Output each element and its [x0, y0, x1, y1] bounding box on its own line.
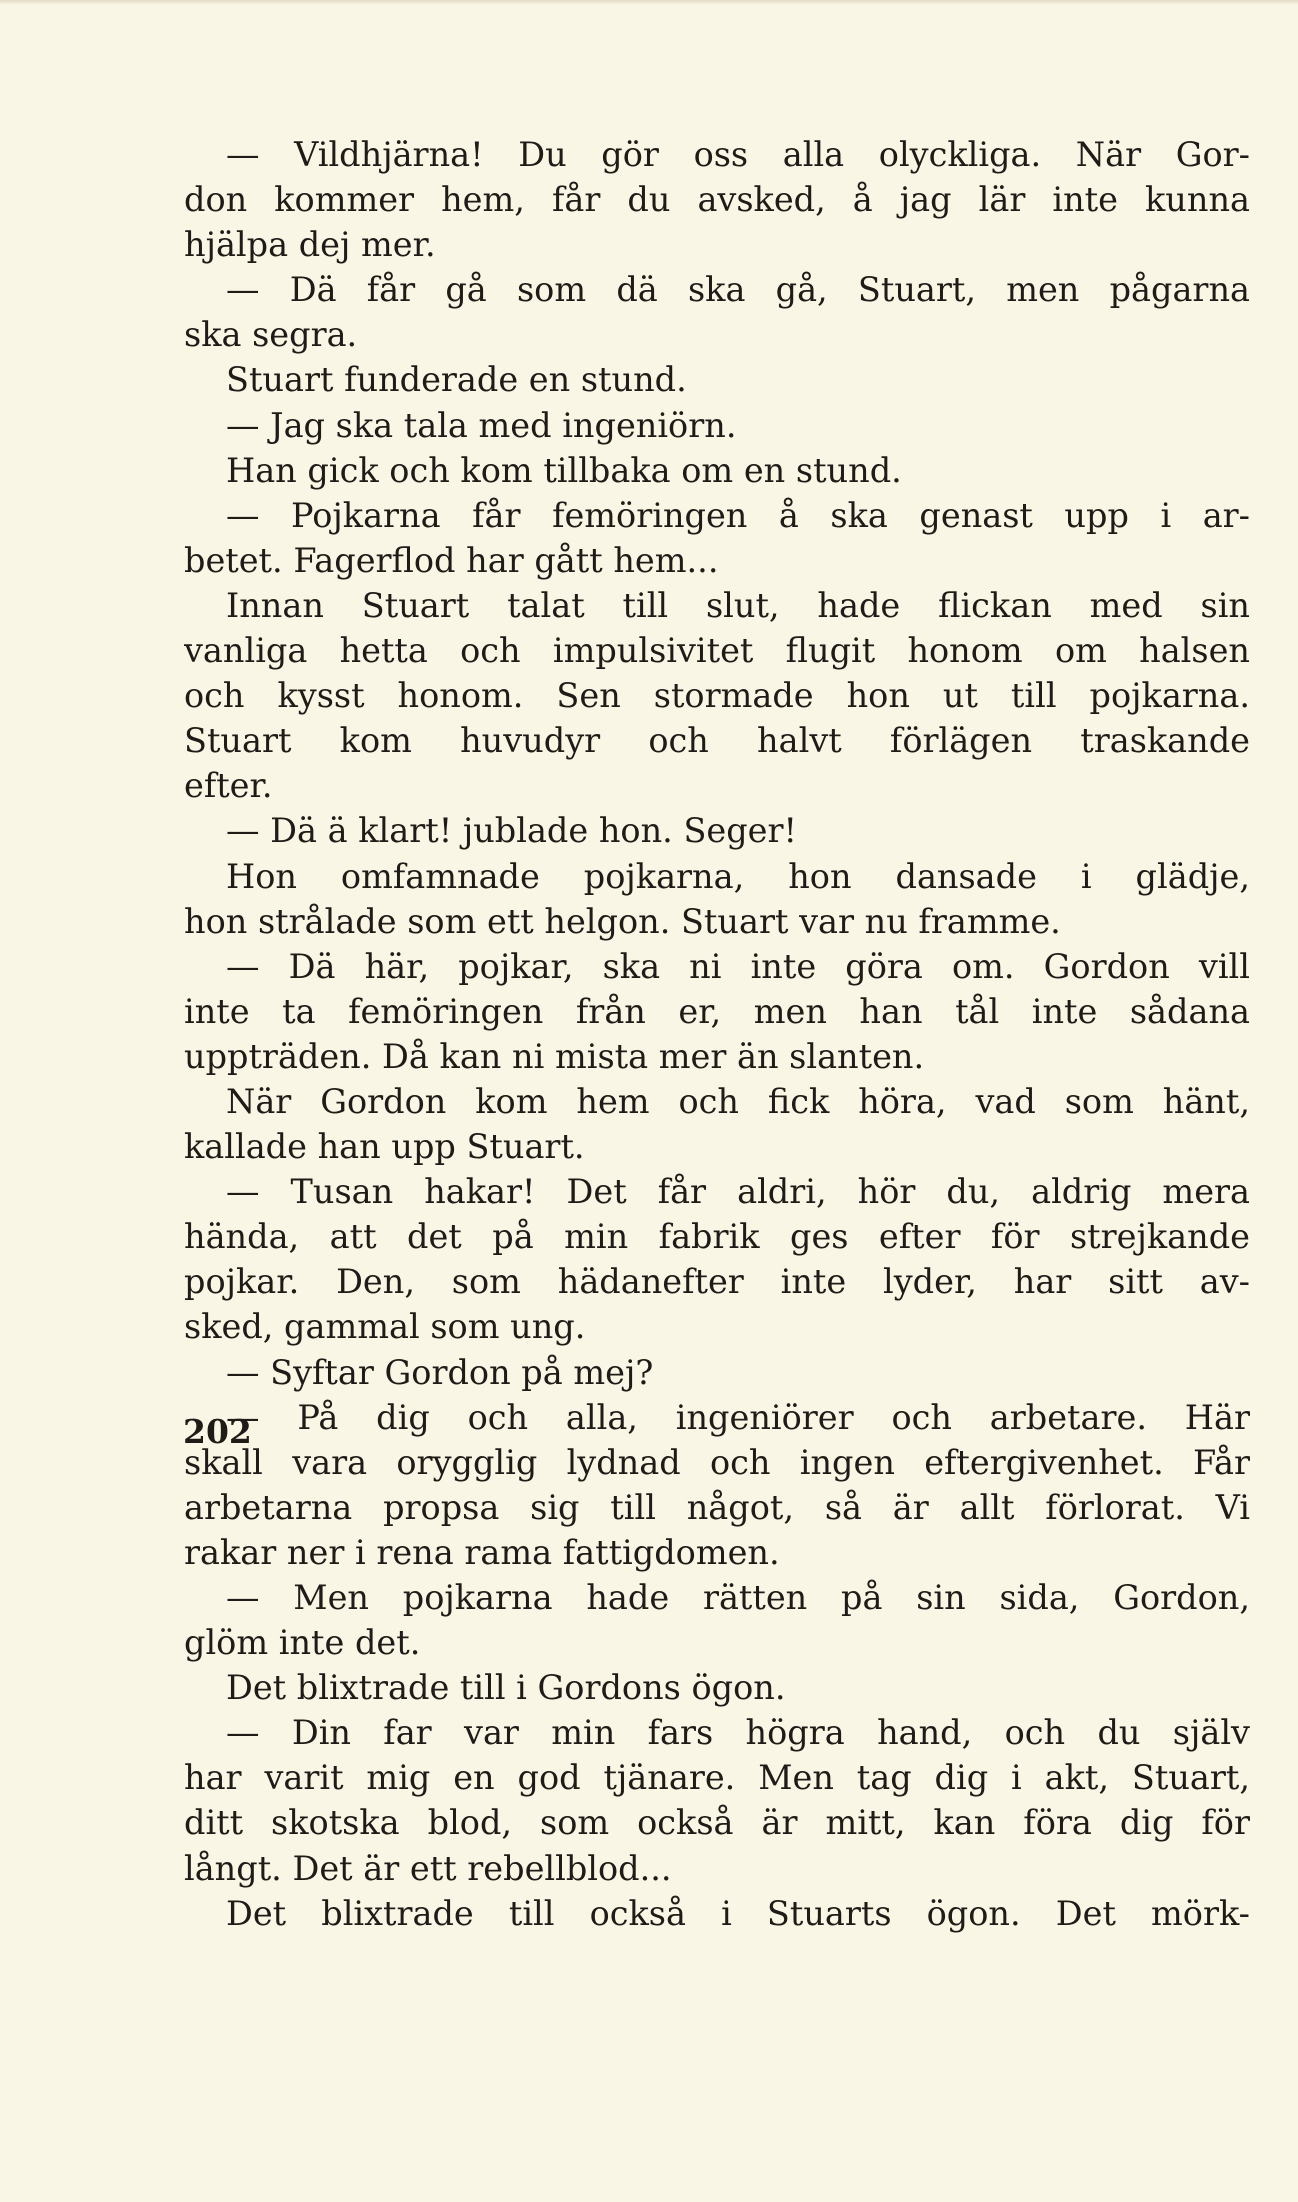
text-line: Stuart funderade en stund. [226, 360, 687, 400]
text-line: — Jag ska tala med ingeniörn. [226, 405, 737, 445]
text-line: skall vara orygglig lydnad och ingen eftergivenhet. Får [184, 1442, 1250, 1482]
text-line: — Din far var min fars högra hand, och du själv [226, 1713, 1250, 1753]
text-line: — På dig och alla, ingeniörer och arbetare. Här [226, 1397, 1250, 1437]
text-line: — Pojkarna får femöringen å ska genast upp i ar- [226, 495, 1250, 535]
page-top-edge [0, 0, 1298, 5]
text-line: ditt skotska blod, som också är mitt, kan föra dig för [184, 1803, 1250, 1843]
text-line: uppträden. Då kan ni mista mer än slanten. [184, 1036, 925, 1076]
text-line: Det blixtrade till också i Stuarts ögon. Det mörk- [226, 1893, 1250, 1933]
text-line: Han gick och kom tillbaka om en stund. [226, 450, 902, 490]
text-line: — Tusan hakar! Det får aldri, hör du, aldrig mera [226, 1172, 1250, 1212]
text-line: rakar ner i rena rama fattigdomen. [184, 1532, 780, 1572]
text-line: — Dä här, pojkar, ska ni inte göra om. Gordon vill [226, 946, 1250, 986]
text-line: vanliga hetta och impulsivitet flugit honom om halsen [184, 631, 1250, 671]
page-number: 202 [183, 1412, 252, 1451]
text-line: ska segra. [184, 315, 358, 355]
text-line: arbetarna propsa sig till något, så är allt förlorat. Vi [184, 1487, 1250, 1527]
text-line: kallade han upp Stuart. [184, 1127, 585, 1167]
text-line: Innan Stuart talat till slut, hade flickan med sin [226, 585, 1250, 625]
text-line: långt. Det är ett rebellblod... [184, 1848, 672, 1888]
text-line: Stuart kom huvudyr och halvt förlägen traskande [184, 721, 1250, 761]
text-line: glöm inte det. [184, 1623, 421, 1663]
text-line: hjälpa dej mer. [184, 225, 436, 265]
text-line: — Syftar Gordon på mej? [226, 1352, 654, 1392]
text-line: och kysst honom. Sen stormade hon ut till pojkarna. [184, 676, 1250, 716]
text-line: När Gordon kom hem och fick höra, vad som hänt, [226, 1081, 1250, 1121]
text-line: har varit mig en god tjänare. Men tag dig i akt, Stuart, [184, 1758, 1250, 1798]
text-line: hon strålade som ett helgon. Stuart var nu framme. [184, 901, 1061, 941]
body-text [184, 132, 1250, 1936]
text-line: don kommer hem, får du avsked, å jag lär inte kunna [184, 180, 1250, 220]
text-line: pojkar. Den, som hädanefter inte lyder, har sitt av- [184, 1262, 1250, 1302]
text-line: sked, gammal som ung. [184, 1307, 586, 1347]
text-line: — Dä får gå som dä ska gå, Stuart, men pågarna [226, 270, 1250, 310]
text-line: — Dä ä klart! jublade hon. Seger! [226, 811, 797, 851]
text-line: — Men pojkarna hade rätten på sin sida, Gordon, [226, 1578, 1250, 1617]
text-line: efter. [184, 766, 273, 806]
text-line: Det blixtrade till i Gordons ögon. [226, 1668, 786, 1708]
text-line: Hon omfamnade pojkarna, hon dansade i glädje, [226, 856, 1250, 896]
text-line: betet. Fagerflod har gått hem... [184, 540, 719, 580]
text-line: hända, att det på min fabrik ges efter för strejkande [184, 1217, 1250, 1257]
text-line: inte ta femöringen från er, men han tål inte sådana [184, 991, 1250, 1031]
text-line: — Vildhjärna! Du gör oss alla olyckliga. När Gor- [226, 135, 1250, 174]
